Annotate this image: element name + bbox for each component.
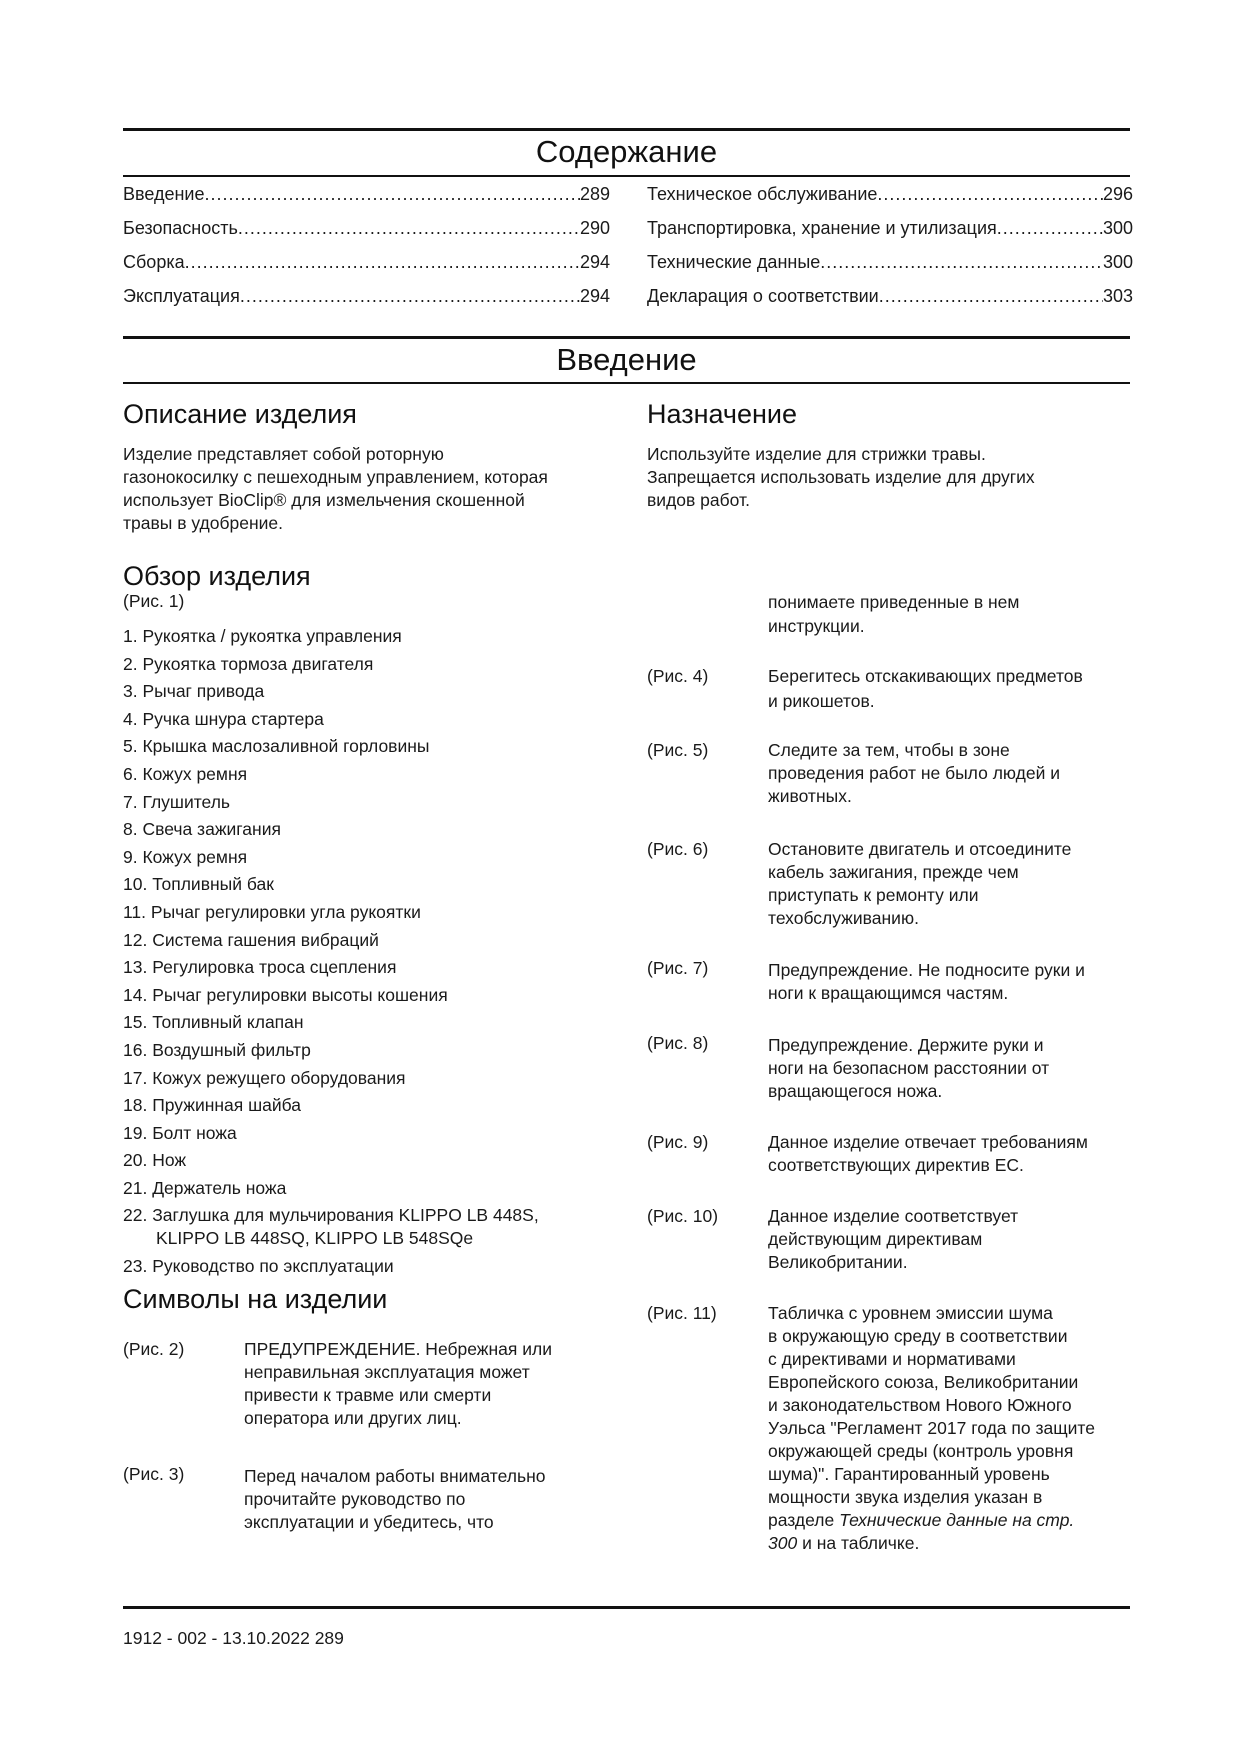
symbol-text: Табличка с уровнем эмиссии шума в окружающую среду в соответствии с директивами и нормативами Европейского союза, Великобритании и законодательством Нового Южного Уэльса "Регламент 2017 года по защите окружающей среды (контроль уровня шума)". Гарантированный уровень мощности звука изделия указан в разделе Технические данные на стр. 300 и на табличке. xyxy=(768,1302,1138,1555)
contents-title: Содержание xyxy=(535,134,718,169)
list-item: 7. Глушитель xyxy=(123,791,231,812)
figure-ref: (Рис. 11) xyxy=(647,1303,717,1323)
list-item: 10. Топливный бак xyxy=(123,874,274,895)
toc-entry[interactable]: Технические данные ..... 300 xyxy=(647,252,1133,286)
contents-title-rule xyxy=(123,175,1130,177)
toc-entry[interactable]: Декларация о соответствии ..... 303 xyxy=(647,286,1133,320)
link-line: разделе Технические данные на стр. xyxy=(768,1510,1075,1530)
toc-leader xyxy=(205,184,580,205)
list-item: 23. Руководство по эксплуатации xyxy=(123,1256,394,1277)
list-item: 1. Рукоятка / рукоятка управления xyxy=(123,626,402,646)
cross-reference-link[interactable]: Технические данные на стр. xyxy=(839,1510,1075,1530)
list-item: 21. Держатель ножа xyxy=(123,1177,287,1198)
toc-leader xyxy=(185,252,580,273)
page-footer xyxy=(123,1628,344,1649)
list-item: 4. Ручка шнура стартера xyxy=(123,708,324,729)
figure-ref: (Рис. 9) xyxy=(647,1132,709,1152)
list-item: 5. Крышка маслозаливной горловины xyxy=(123,736,430,757)
figure-ref: (Рис. 3) xyxy=(123,1464,185,1484)
list-item: 22. Заглушка для мульчирования KLIPPO LB 448S, KLIPPO LB 448SQ, KLIPPO LB 548SQe xyxy=(123,1205,539,1249)
description-text: Изделие представляет собой роторную газонокосилку с пешеходным управлением, которая использует BioClip® для измельчения скошенной травы в удобрение. xyxy=(123,444,548,533)
figure-ref: (Рис. 8) xyxy=(647,1033,709,1053)
toc-leader xyxy=(877,184,1103,205)
cross-reference-link[interactable]: 300 xyxy=(768,1533,798,1553)
symbol-text: Данное изделие соответствует действующим директивам Великобритании. xyxy=(768,1206,1019,1272)
figure-ref: (Рис. 10) xyxy=(647,1206,719,1226)
toc-leader xyxy=(238,218,580,239)
symbol-text: Следите за тем, чтобы в зоне проведения работ не было людей и животных. xyxy=(768,740,1060,806)
toc-leader xyxy=(879,286,1103,307)
page-number: 289 xyxy=(314,1628,344,1648)
list-item: 20. Нож xyxy=(123,1150,187,1171)
purpose-heading: Назначение xyxy=(647,399,798,429)
list-item: 12. Система гашения вибраций xyxy=(123,929,379,950)
symbol-text: Берегитесь отскакивающих предметов и рикошетов. xyxy=(768,666,1083,711)
symbol-text: ПРЕДУПРЕЖДЕНИЕ. Небрежная или неправильная эксплуатация может привести к травме или смерти оператора или других лиц. xyxy=(244,1339,552,1428)
list-item: 19. Болт ножа xyxy=(123,1122,237,1143)
top-rule xyxy=(123,128,1130,131)
figure-ref: (Рис. 5) xyxy=(647,740,709,760)
toc-entry[interactable]: Безопасность ..... 290 xyxy=(123,218,610,252)
description-heading: Описание изделия xyxy=(123,399,357,429)
list-item: 3. Рычаг привода xyxy=(123,681,265,702)
intro-title: Введение xyxy=(556,342,697,377)
list-item: 9. Кожух ремня xyxy=(123,846,248,867)
toc-right xyxy=(647,184,1133,320)
list-item: 17. Кожух режущего оборудования xyxy=(123,1067,406,1088)
overview-fig-ref: (Рис. 1) xyxy=(123,591,185,611)
toc-entry[interactable]: Транспортировка, хранение и утилизация ..... 300 xyxy=(647,218,1133,252)
list-item: 8. Свеча зажигания xyxy=(123,819,281,840)
list-item: 11. Рычаг регулировки угла рукоятки xyxy=(123,901,421,922)
symbol-text: Перед началом работы внимательно прочитайте руководство по эксплуатации и убедитесь, что xyxy=(244,1466,546,1532)
figure-ref: (Рис. 6) xyxy=(647,839,709,859)
symbol-continuation: понимаете приведенные в нем инструкции. xyxy=(768,592,1020,636)
list-item: 16. Воздушный фильтр xyxy=(123,1039,311,1060)
list-item: 6. Кожух ремня xyxy=(123,763,248,784)
link-line: 300 и на табличке. xyxy=(768,1533,920,1553)
toc-entry[interactable]: Техническое обслуживание ..... 296 xyxy=(647,184,1133,218)
doc-code: 1912 - 002 - 13.10.2022 xyxy=(123,1628,310,1648)
toc-left xyxy=(123,184,610,320)
intro-title-rule xyxy=(123,382,1130,384)
symbol-text: Остановите двигатель и отсоедините кабель зажигания, прежде чем приступать к ремонту или техобслуживанию. xyxy=(768,839,1072,928)
toc-entry[interactable]: Введение ..... 289 xyxy=(123,184,610,218)
list-item: 13. Регулировка троса сцепления xyxy=(123,957,397,978)
figure-ref: (Рис. 7) xyxy=(647,958,709,978)
symbols-heading: Символы на изделии xyxy=(123,1284,388,1314)
toc-leader xyxy=(240,286,580,307)
symbol-text: Предупреждение. Не подносите руки и ноги к вращающимся частям. xyxy=(768,960,1085,1003)
component-list xyxy=(123,625,593,1283)
toc-entry[interactable]: Сборка ..... 294 xyxy=(123,252,610,286)
list-item: 18. Пружинная шайба xyxy=(123,1095,302,1116)
figure-ref: (Рис. 2) xyxy=(123,1339,185,1359)
intro-top-rule xyxy=(123,336,1130,339)
toc-leader xyxy=(997,218,1103,239)
symbol-text: Данное изделие отвечает требованиям соответствующих директив ЕС. xyxy=(768,1132,1088,1175)
list-item: 2. Рукоятка тормоза двигателя xyxy=(123,653,374,674)
purpose-text: Используйте изделие для стрижки травы. Запрещается использовать изделие для других видов работ. xyxy=(647,444,1035,510)
symbol-text: Предупреждение. Держите руки и ноги на безопасном расстоянии от вращающегося ножа. xyxy=(768,1035,1050,1101)
footer-rule xyxy=(123,1606,1130,1609)
figure-ref: (Рис. 4) xyxy=(647,666,709,686)
list-item: 15. Топливный клапан xyxy=(123,1012,304,1033)
overview-heading: Обзор изделия xyxy=(123,561,311,591)
toc-entry[interactable]: Эксплуатация ..... 294 xyxy=(123,286,610,320)
list-item: 14. Рычаг регулировки высоты кошения xyxy=(123,984,448,1005)
toc-leader xyxy=(820,252,1103,273)
